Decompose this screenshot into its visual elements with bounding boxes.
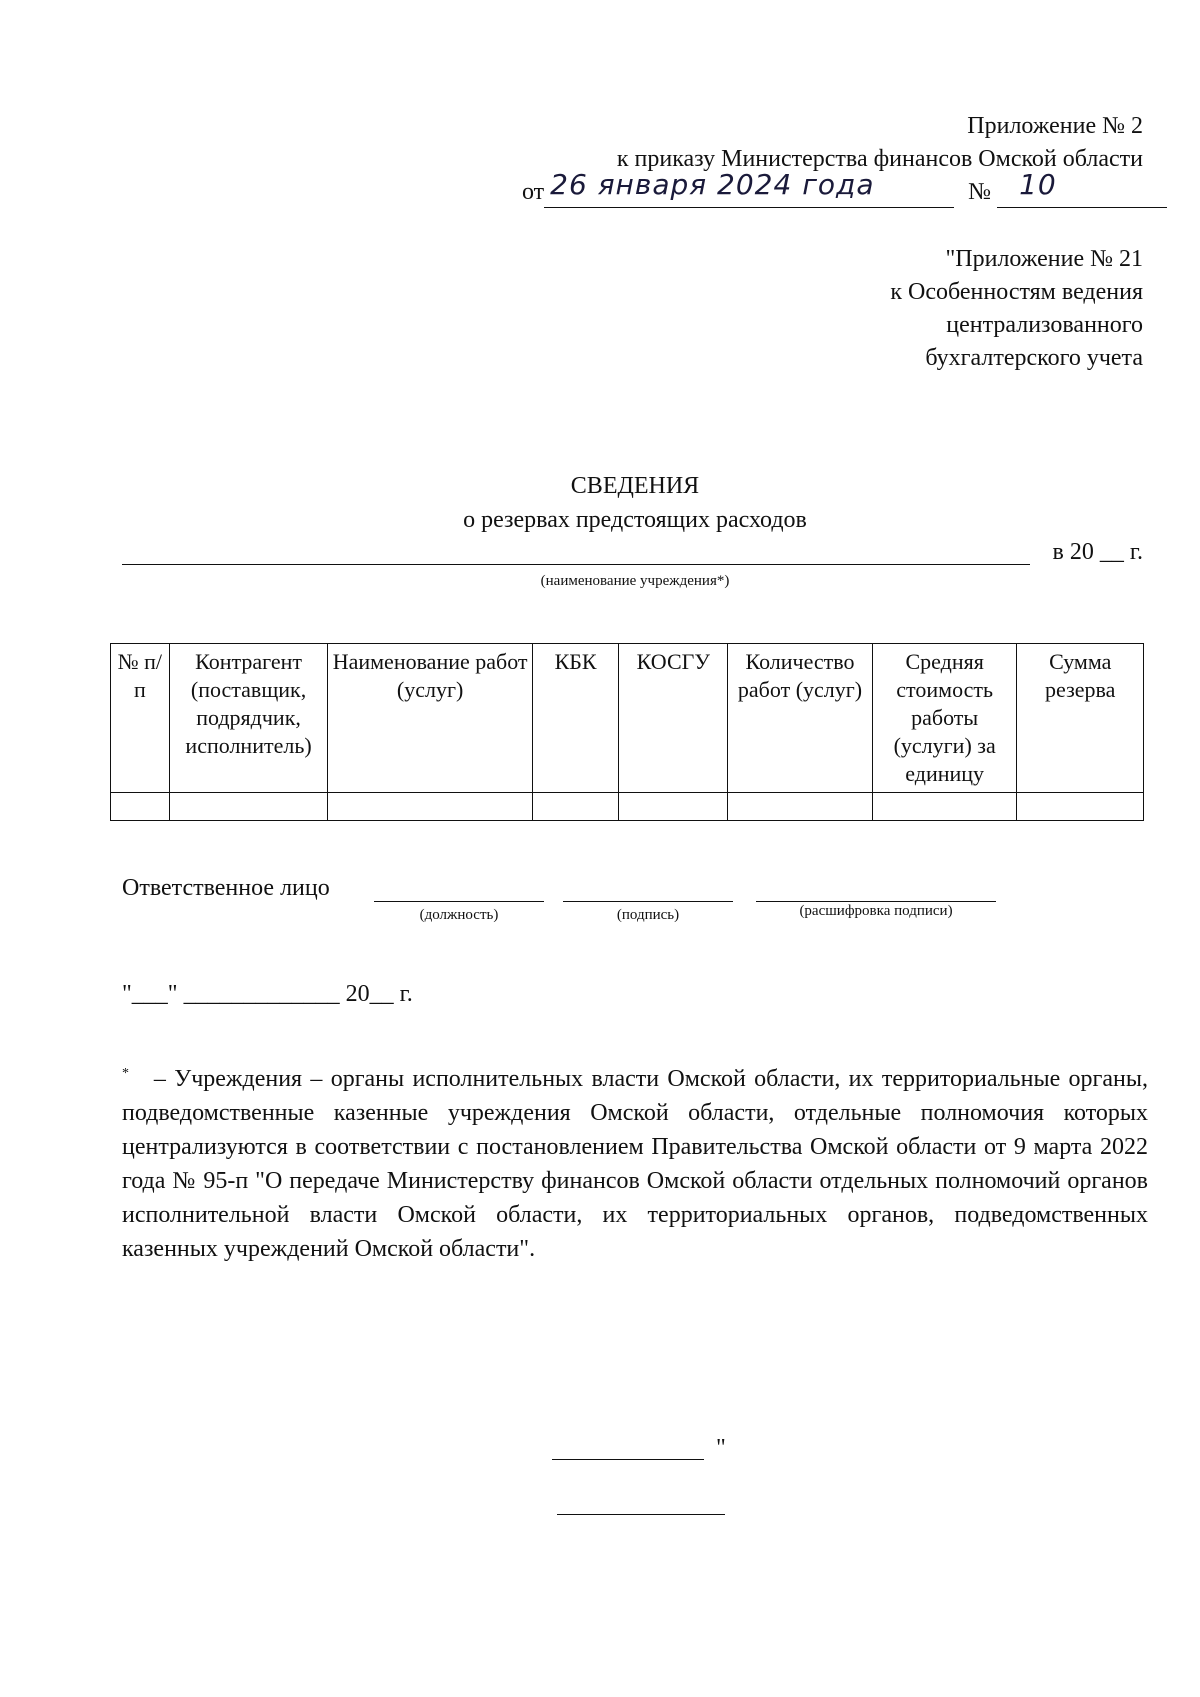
column-header: КОСГУ [619,644,728,793]
date-field [544,168,954,208]
column-header: Сумма резерва [1017,644,1144,793]
table-row [111,793,1144,821]
column-header: Контрагент (поставщик, подрядчик, исполнитель) [169,644,328,793]
table-cell [872,793,1017,821]
column-header: КБК [532,644,619,793]
table-cell [328,793,532,821]
footnote [122,1057,1148,1266]
column-header: Средняя стоимость работы (услуги) за единицу [872,644,1017,793]
signature-date: "___" _____________ 20__ г. [122,981,413,1007]
sub-appendix-line4: бухгалтерского учета [925,345,1143,371]
document-title: СВЕДЕНИЯ [570,473,700,499]
number-field [997,168,1167,208]
table-cell [532,793,619,821]
signature-line [563,901,733,902]
closing-line-1 [552,1459,704,1460]
closing-quote: " [716,1435,726,1461]
table-cell [728,793,873,821]
order-date-line [522,168,1167,208]
sub-appendix-line2: к Особенностям ведения [890,279,1143,305]
handwritten-number: 10 [1019,168,1057,201]
footnote-text: – Учреждения – органы исполнительных власти Омской области, их территориальные органы, подведомственные казенные учреждения Омской области, отдельные полномочия которых централизуются в соответствии с постановлением Правительства Омской области от 9 марта 2022 года № 95-п "О передаче Министерству финансов Омской области отдельных полномочий органов исполнительной власти Омской области, их территориальных органов, подведомственных казенных учреждений Омской области". [122,1066,1148,1262]
sub-appendix-line3: централизованного [946,312,1143,338]
table-cell [1017,793,1144,821]
position-line [374,901,544,902]
table-cell [169,793,328,821]
year-label: в 20 __ г. [1052,539,1143,565]
from-label: от [522,179,545,205]
handwritten-date: 26 января 2024 года [550,168,875,201]
table-header-row [111,644,1144,793]
decoding-line [756,901,996,902]
document-subtitle: о резервах предстоящих расходов [463,507,807,533]
column-header: Наименование работ (услуг) [328,644,532,793]
responsible-person-label: Ответственное лицо [122,875,330,901]
institution-name-line [122,564,1030,565]
order-reference: к приказу Министерства финансов Омской области [616,146,1143,172]
column-header: № п/п [111,644,170,793]
institution-caption: (наименование учреждения*) [540,573,730,589]
table-cell [111,793,170,821]
sub-appendix-label: "Приложение № 21 [945,246,1143,272]
appendix-label: Приложение № 2 [967,113,1143,139]
table-cell [619,793,728,821]
closing-line-2 [557,1514,725,1515]
reserves-table [110,643,1144,821]
column-header: Количество работ (услуг) [728,644,873,793]
signature-caption: (подпись) [616,907,680,923]
decoding-caption: (расшифровка подписи) [799,903,953,919]
footnote-marker: * [122,1066,129,1081]
position-caption: (должность) [419,907,499,923]
number-label: № [968,179,992,205]
